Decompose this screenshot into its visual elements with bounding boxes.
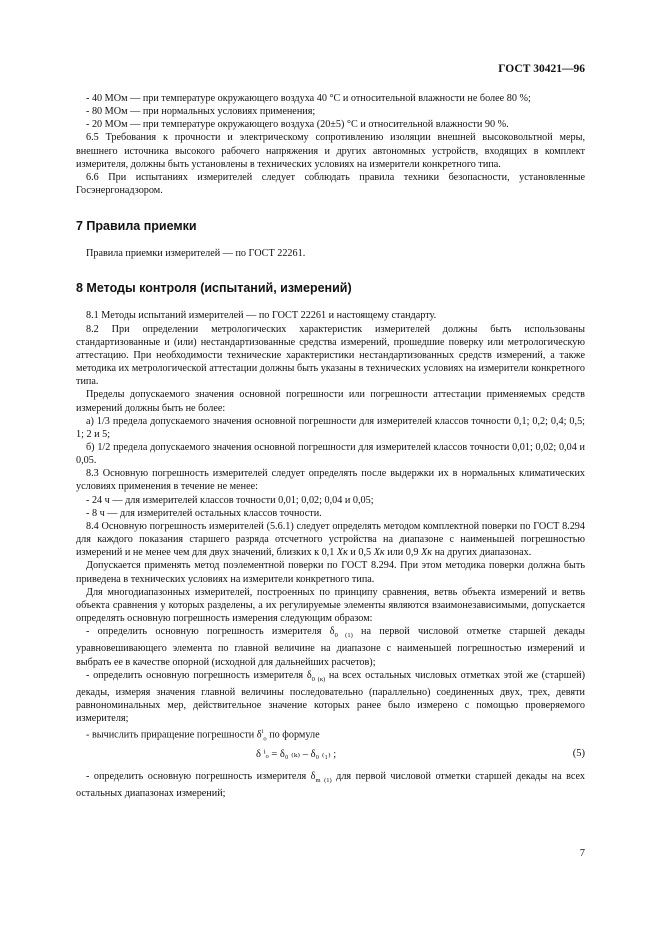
page-body [76,56,585,800]
paragraph-6-6: 6.6 При испытаниях измерителей следует соблюдать правила техники безопасности, установленные Госэнергонадзором. [76,171,585,197]
list-item: - вычислить приращение погрешности $\delta^i_о$ по формуле [86,728,320,743]
list-item: - определить основную погрешность измерителя $\delta_{0 (к)}$ на всех остальных числовых отметках этой же (старшей) декады, измеряя значения главной величины последовательно (параллельно) соединенных двух, трех, девяти равнономинальных мер, действительное значение которых ранее было измерено с помощью проверяемого измерителя; [76,669,585,725]
formula-number: (5) [572,747,585,759]
section-8-title: 8 Методы контроля (испытаний, измерений) [76,281,352,296]
list-item: - определить основную погрешность измерителя $\delta_{m (1)}$ для первой числовой отметки старшей декады на всех остальных диапазонах измерений; [76,770,585,800]
formula-5 [76,746,585,764]
paragraph-8-3: 8.3 Основную погрешность измерителей следует определять после выдержки их в нормальных климатических условиях применения в течение не менее: [76,468,585,493]
paragraph: Допускается применять метод поэлементной поверки по ГОСТ 8.294. При этом методика поверки должна быть приведена в технических условиях на измерители конкретного типа. [76,560,585,585]
list-item: - 20 МОм — при температуре окружающего воздуха (20±5) °С и относительной влажности 90 %. [86,119,509,131]
paragraph-6-5: 6.5 Требования к прочности и электрическому сопротивлению изоляции внешней высоковольтной меры, внешнего источника высокого рабочего напряжения и других автономных устройств, входящих в комплект измерителя, должны быть установлены в технических условиях на измерители конкретного типа. [76,132,585,170]
paragraph-8-4: 8.4 Основную погрешность измерителей (5.6.1) следует определять методом комплектной поверки по ГОСТ 8.294 для каждого показания старшего разряда отсчетного устройства на диапазоне с наименьшей погрешностью измерений и не менее чем для двух значений, близких к 0,1 Хк и 0,5 Хк или 0,9 Хк на других диапазонах. [76,520,585,559]
list-item: - определить основную погрешность измерителя $\delta_{0 (1)}$ на первой числовой отметке старшей декады уравновешивающего элемента по главной величине на диапазоне с наименьшей погрешностью измерений и выбрать ее в качестве опорной (исходной для дальнейших расчетов); [76,626,585,668]
section-7-text: Правила приемки измерителей — по ГОСТ 22261. [86,248,306,260]
page-number: 7 [579,848,585,859]
paragraph-8-2: 8.2 При определении метрологических характеристик измерителей должны быть использованы стандартизованные и (или) нестандартизованные средства измерений, прошедшие поверку или метрологическую аттестацию. При необходимости технические характеристики нестандартизованных средств измерений, а также методика их метрологической аттестации должны быть указаны в технических условиях на измерители конкретного типа. [76,323,585,388]
list-item: - 8 ч — для измерителей остальных классов точности. [86,507,322,519]
section-7-title: 7 Правила приемки [76,219,197,234]
paragraph: Для многодиапазонных измерителей, построенных по принципу сравнения, ветвь объекта измерений и ветвь объекта сравнения у которых разделены, а их регулируемые элементы являются взаимонезависимыми, допускается определять основную погрешность измерения следующим образом: [76,586,585,624]
list-item: б) 1/2 предела допускаемого значения основной погрешности для измерителей классов точности 0,01; 0,02; 0,04 и 0,05. [76,441,585,467]
list-item: - 24 ч — для измерителей классов точности 0,01; 0,02; 0,04 и 0,05; [86,494,374,506]
document-header: ГОСТ 30421—96 [498,63,585,75]
paragraph: Пределы допускаемого значения основной погрешности или погрешности аттестации применяемых средств измерений должны быть не более: [76,389,585,414]
paragraph-8-1: 8.1 Методы испытаний измерителей — по ГОСТ 22261 и настоящему стандарту. [86,310,437,322]
list-item: а) 1/3 предела допускаемого значения основной погрешности для измерителей классов точности 0,1; 0,2; 0,4; 0,5; 1; 2 и 5; [76,415,585,440]
formula-expression: δ ⁱₒ = δ₀ ₍ₖ₎ – δ₀ ₍₁₎ ; [256,748,337,760]
list-item: - 40 МОм — при температуре окружающего воздуха 40 °С и относительной влажности не более 80 %; [86,93,531,104]
list-item: - 80 МОм — при нормальных условиях применения; [86,106,316,118]
